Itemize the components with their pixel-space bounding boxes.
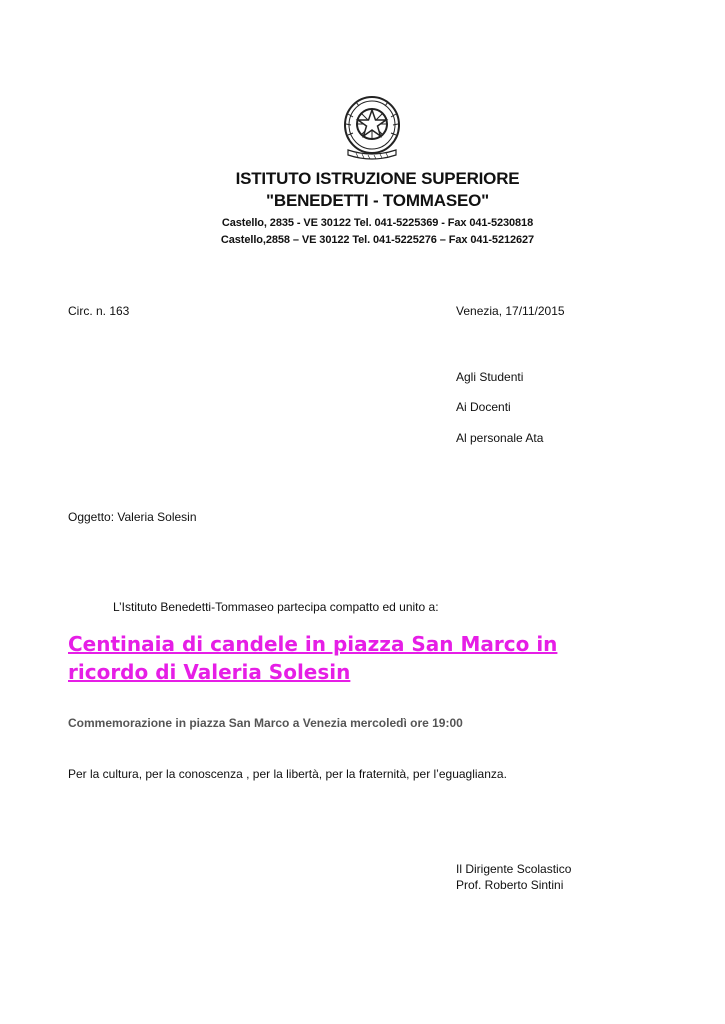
school-address-2: Castello,2858 – VE 30122 Tel. 041-5225276 – Fax 041-5212627 [220, 234, 535, 246]
event-headline-link[interactable]: Centinaia di candele in piazza San Marco in ricordo di Valeria Solesin [68, 632, 558, 684]
school-address-1: Castello, 2835 - VE 30122 Tel. 041-5225369 - Fax 041-5230818 [221, 217, 534, 229]
school-name [0, 168, 725, 212]
school-name-line2: "BENEDETTI - TOMMASEO" [266, 191, 489, 210]
recipient-ata-staff: Al personale Ata [456, 431, 544, 445]
recipient-students: Agli Studenti [456, 370, 524, 384]
recipient-teachers: Ai Docenti [456, 400, 511, 414]
intro-paragraph: L’Istituto Benedetti-Tommaseo partecipa compatto ed unito a: [113, 600, 439, 614]
subject-line: Oggetto: Valeria Solesin [68, 510, 197, 524]
event-subheadline: Commemorazione in piazza San Marco a Venezia mercoledì ore 19:00 [68, 716, 463, 730]
signature-role: Il Dirigente Scolastico [456, 862, 572, 876]
place-date: Venezia, 17/11/2015 [456, 304, 565, 318]
closing-paragraph: Per la cultura, per la conoscenza , per la libertà, per la fraternità, per l’eguaglianza. [68, 767, 507, 781]
signature-name: Prof. Roberto Sintini [456, 878, 564, 892]
circular-number: Circ. n. 163 [68, 304, 130, 318]
school-name-line1: ISTITUTO ISTRUZIONE SUPERIORE [235, 169, 520, 188]
italian-republic-emblem-icon [340, 92, 404, 162]
